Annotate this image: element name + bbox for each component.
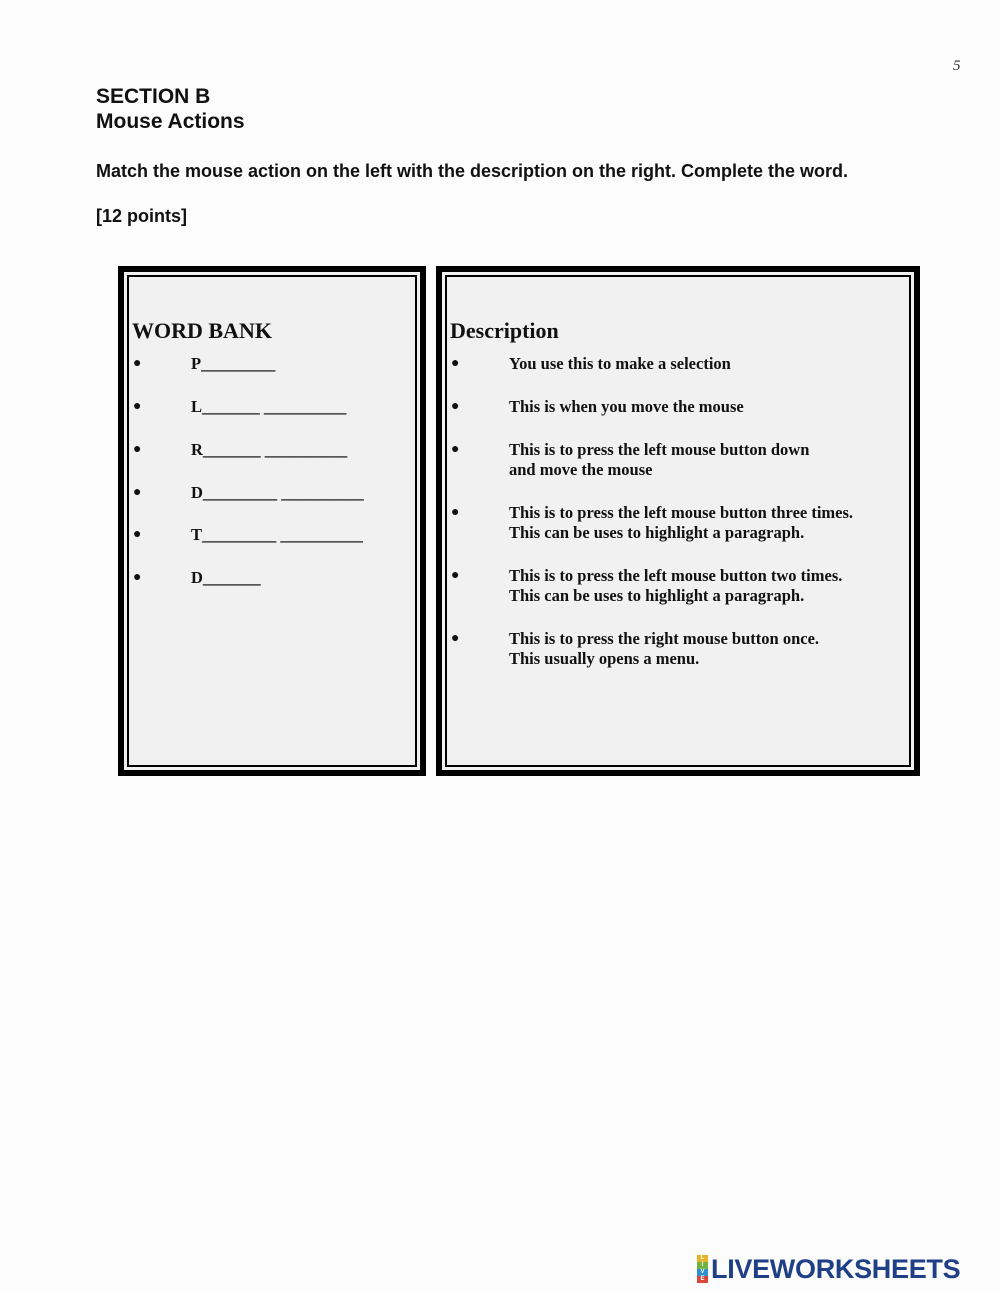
bullet-icon: ● [451, 399, 460, 414]
word-bank-heading: WORD BANK [132, 318, 272, 343]
logo-letter: L [697, 1255, 708, 1262]
liveworksheets-brand[interactable] [697, 1254, 960, 1284]
logo-letter: E [697, 1276, 708, 1283]
liveworksheets-logo-icon [697, 1255, 708, 1283]
bullet-icon: ● [451, 442, 460, 457]
bullet-icon: ● [451, 568, 460, 583]
bullet-icon: ● [133, 442, 142, 457]
bullet-icon: ● [133, 399, 142, 414]
word-bank-inner-border [127, 275, 417, 767]
logo-letter: V [697, 1269, 708, 1276]
logo-letter: I [697, 1262, 708, 1269]
page-number: 5 [953, 58, 961, 74]
bullet-icon: ● [451, 631, 460, 646]
section-title: SECTION B [96, 85, 211, 108]
bullet-icon: ● [451, 356, 460, 371]
bullet-icon: ● [133, 356, 142, 371]
bullet-icon: ● [133, 485, 142, 500]
brand-name: LIVEWORKSHEETS [711, 1253, 961, 1284]
instructions: Match the mouse action on the left with the description on the right. Complete the word. [96, 161, 849, 181]
section-header [96, 84, 245, 134]
bullet-icon: ● [451, 505, 460, 520]
bullet-icon: ● [133, 527, 142, 542]
description-heading: Description [450, 318, 559, 343]
word-bank-panel: WORD BANK ● P_________ ● L_______ __________ ● R_______ __________ ● D_________ __________ ● T_________ __________ ● D_______ [118, 266, 426, 776]
description-panel: Description ● You use this to make a selection ● This is when you move the mouse ● This is to press the left mouse button down and move the mouse ● This is to press the left mouse button three times. This can be uses to highlight a paragraph. ● This is to press the left mouse button two times. This can be uses to highlight a paragraph. ● This is to press the right mouse button once. This usually opens a menu. [436, 266, 920, 776]
bullet-icon: ● [133, 570, 142, 585]
points-label: [12 points] [96, 206, 188, 226]
section-subtitle: Mouse Actions [96, 110, 245, 133]
